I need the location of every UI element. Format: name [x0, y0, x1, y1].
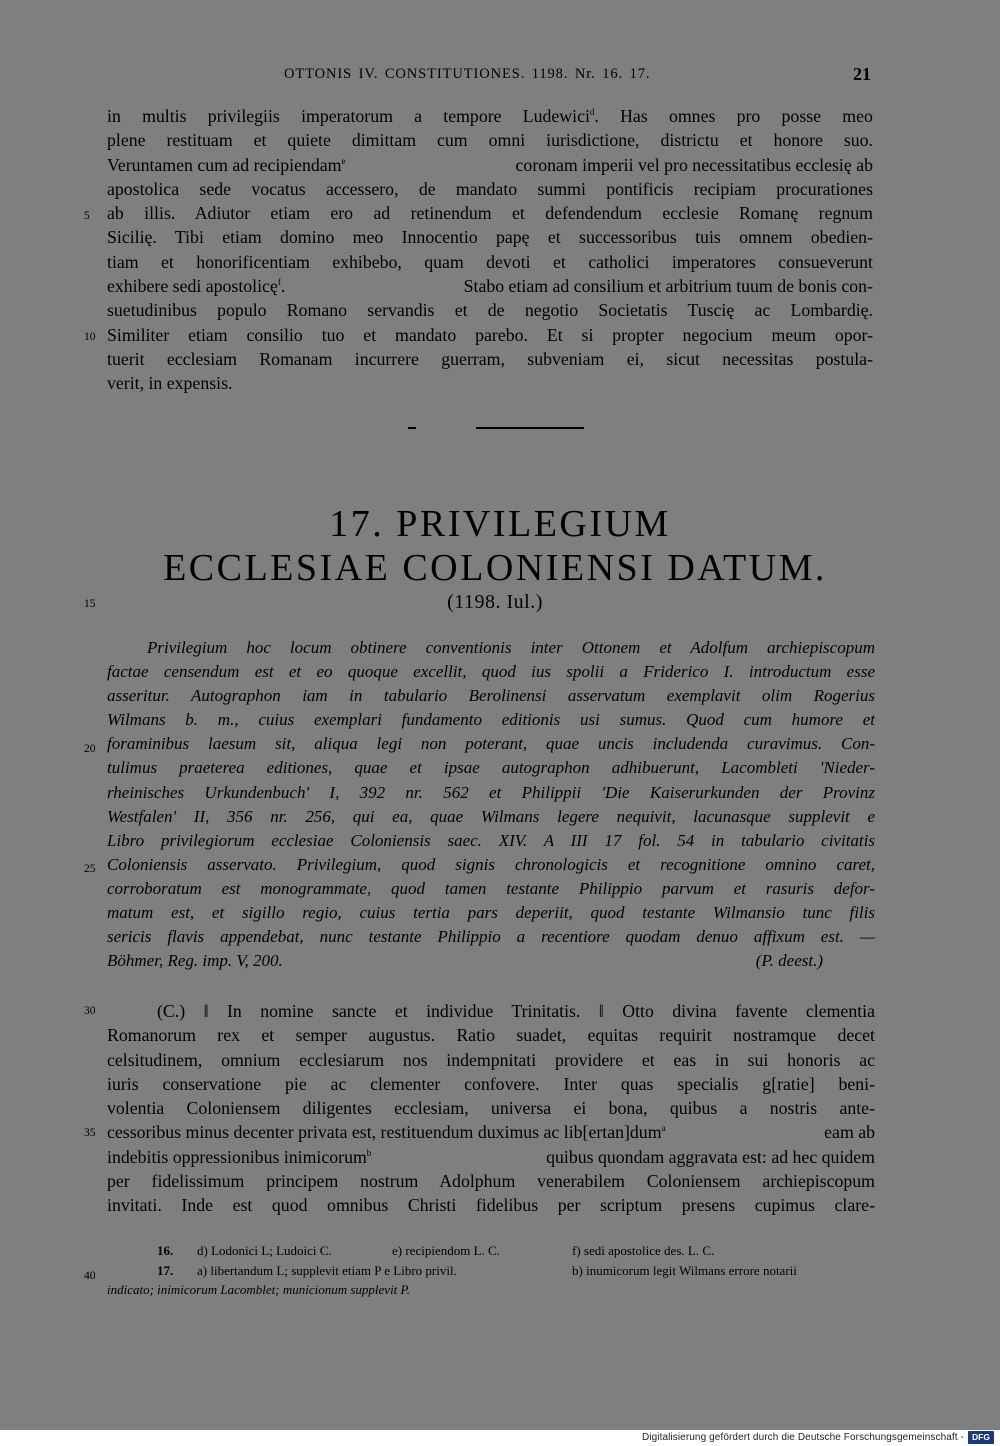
- text-line: verit, in expensis.: [107, 373, 233, 394]
- doc-line: volentia Coloniensem diligentes ecclesiam, universa ei bona, quibus a nostris ante-: [107, 1098, 875, 1119]
- margin-line-number: 15: [84, 598, 96, 610]
- text-line: tiam et honorificentiam exhibebo, quam devoti et catholici imperatores consueverunt: [107, 251, 873, 272]
- footnote-line: [107, 1261, 875, 1281]
- text-fragment: in: [107, 106, 121, 126]
- footnotes: [107, 1241, 875, 1300]
- doc-line: [107, 1120, 875, 1144]
- margin-line-number: 35: [84, 1127, 96, 1139]
- text-fragment: tempore: [443, 106, 502, 126]
- intro-line: Coloniensis asservato. Privilegium, quod signis chronologicis et recognitione omnino caret,: [107, 854, 875, 874]
- intro-line: factae censendum est et eo quoque excellit, quod ius spolii a Friderico I. introductum esse: [107, 662, 875, 682]
- text-line: Sicilię. Tibi etiam domino meo Innocentio papę et successoribus tuis omnem obedien-: [107, 227, 873, 248]
- margin-line-number: 10: [84, 331, 96, 343]
- text-fragment: exhibere sedi apostolicę$^f$.: [107, 276, 286, 297]
- text-fragment: Veruntamen cum ad recipiendam$^e$: [107, 154, 346, 175]
- text-fragment: privilegiis: [207, 106, 280, 126]
- footnote-line: [107, 1280, 875, 1300]
- text-line: ab illis. Adiutor etiam ero ad retinendum et defendendum ecclesie Romanę regnum: [107, 203, 873, 224]
- margin-line-number: 40: [84, 1270, 96, 1282]
- footnote-d: d) Lodonici L; Ludoici C.: [197, 1243, 332, 1258]
- text-line: Similiter etiam consilio tuo et mandato parebo. Et si propter negocium meum opor-: [107, 324, 873, 345]
- document-date: (1198. Iul.): [447, 591, 543, 613]
- text-fragment: posse: [781, 106, 822, 126]
- edition-reference: (P. deest.): [755, 951, 823, 971]
- text-line: [107, 104, 873, 128]
- footnote-mark: f: [277, 277, 281, 288]
- intro-line: rheinisches Urkundenbuch' I, 392 nr. 562 et Philippii 'Die Kaiserurkunden der Provinz: [107, 782, 875, 802]
- footnote-line: [107, 1241, 875, 1261]
- intro-line: [107, 949, 875, 973]
- running-head: OTTONIS IV. CONSTITUTIONES. 1198. Nr. 16. 17.: [284, 66, 651, 82]
- text-fragment: coronam imperii vel pro necessitatibus ecclesię ab: [515, 154, 873, 175]
- intro-line: sericis flavis appendebat, nunc testante Philippio a recentiore quodam denuo affixum est. —: [107, 927, 875, 947]
- doc-line: invitati. Inde est quod omnibus Christi fidelibus per scriptum presens cupimus clare-: [107, 1195, 875, 1216]
- footnote-mark: e: [341, 155, 346, 166]
- footnote-mark: a: [661, 1123, 666, 1134]
- intro-line: matum est, et sigillo regio, cuius tertia pars deperiit, quod testante Wilmansio tunc filis: [107, 903, 875, 923]
- text-fragment: cessoribus minus decenter privata est, restituendum duximus ac lib[ertan]dum$^a$: [107, 1122, 666, 1143]
- doc-line: celsitudinem, omnium ecclesiarum nos indempnitati providere et eas in sui honoris ac: [107, 1049, 875, 1070]
- doc-line: iuris conservatione pie ac clementer confovere. Inter quas specialis g[ratie] beni-: [107, 1073, 875, 1094]
- footnote-e: e) recipiendom L. C.: [392, 1243, 500, 1258]
- doc-line: per fidelissimum principem nostrum Adolphum venerabilem Coloniensem archiepiscopum: [107, 1171, 875, 1192]
- text-fragment: quibus quondam aggravata est: ad hec quidem: [546, 1146, 875, 1167]
- funding-notice: Digitalisierung gefördert durch die Deutsche Forschungsgemeinschaft -: [641, 1432, 964, 1443]
- intro-line: Westfalen' II, 356 nr. 256, qui ea, quae Wilmans legere nequivit, lacunasque supplevit e: [107, 806, 875, 826]
- document-title-line2: ECCLESIAE COLONIENSI DATUM.: [163, 547, 827, 589]
- footnote-number: 17.: [157, 1262, 174, 1278]
- margin-line-number: 5: [84, 210, 90, 222]
- text-line: plene restituam et quiete dimittam cum omni iurisdictione, districtu et honore suo.: [107, 130, 873, 151]
- text-line: apostolica sede vocatus accessero, de mandato summi pontificis recipiam procurationes: [107, 178, 873, 199]
- doc-line: [107, 1145, 875, 1169]
- footnote-b: b) inumicorum legit Wilmans errore notarii: [572, 1262, 797, 1278]
- intro-line: Wilmans b. m., cuius exemplari fundamento editionis usi sumus. Quod cum humore et: [107, 710, 875, 730]
- document-text: [107, 999, 875, 1218]
- intro-line: tulimus praeterea editiones, quae et ipsae autographon adhibuerunt, Lacombleti 'Nieder-: [107, 758, 875, 778]
- divider-dash: [408, 427, 416, 429]
- margin-line-number: 20: [84, 743, 96, 755]
- text-fragment: multis: [142, 106, 187, 126]
- text-fragment: pro: [736, 106, 761, 126]
- text-fragment: meo: [842, 106, 873, 126]
- intro-line: corroboratum est monogrammate, quod tamen testante Philippio parvum et rasuris defor-: [107, 878, 875, 898]
- text-fragment: omnes: [668, 106, 716, 126]
- text-fragment: eam ab: [824, 1122, 875, 1143]
- intro-line: foraminibus laesum sit, aliqua legi non poterant, quae uncis includenda curavimus. Con-: [107, 734, 875, 754]
- regest-reference: Böhmer, Reg. imp. V, 200.: [107, 951, 283, 971]
- section-divider: [408, 427, 584, 429]
- section-16-text: [107, 104, 873, 396]
- text-fragment: Has: [620, 106, 648, 126]
- margin-line-number: 25: [84, 863, 96, 875]
- text-fragment: Ludewici$^d$.: [522, 106, 599, 126]
- document-title: 17. PRIVILEGIUM: [329, 503, 671, 545]
- intro-line: Privilegium hoc locum obtinere conventionis inter Ottonem et Adolfum archiepiscopum: [147, 638, 875, 657]
- intro-line: asseritur. Autographon iam in tabulario Berolinensi asservatum exemplavit olim Rogerius: [107, 686, 875, 706]
- margin-line-number: 30: [84, 1005, 96, 1017]
- footnote-a: a) libertandum L; supplevit etiam P e Libro privil.: [197, 1262, 457, 1278]
- digitization-footer: [0, 1430, 1000, 1446]
- page-number: 21: [853, 64, 871, 84]
- footnote-f: f) sedi apostolice des. L. C.: [572, 1243, 715, 1258]
- text-line: suetudinibus populo Romano servandis et de negotio Societatis Tuscię ac Lombardię.: [107, 300, 873, 321]
- text-fragment: Stabo etiam ad consilium et arbitrium tuum de bonis con-: [463, 276, 873, 297]
- text-fragment: imperatorum: [301, 106, 393, 126]
- footnote-mark: d: [589, 107, 595, 117]
- text-line: tuerit ecclesiam Romanam incurrere guerram, subveniam ei, sicut necessitas postula-: [107, 348, 873, 369]
- footnote-b-continued: indicato; inimicorum Lacomblet; municionum supplevit P.: [107, 1282, 411, 1297]
- footnote-number: 16.: [157, 1243, 174, 1258]
- doc-line: Romanorum rex et semper augustus. Ratio suadet, equitas requirit nostramque decet: [107, 1025, 875, 1046]
- dfg-logo: DFG: [968, 1431, 994, 1444]
- divider-rule: [476, 427, 584, 429]
- doc-line: (C.) ‖ In nomine sancte et individue Trinitatis. ‖ Otto divina favente clementia: [157, 1001, 875, 1021]
- text-fragment: a: [414, 106, 423, 126]
- text-line: [107, 274, 873, 298]
- text-fragment: indebitis oppressionibus inimicorum$^b$: [107, 1146, 372, 1167]
- footnote-mark: b: [366, 1147, 372, 1158]
- text-line: [107, 153, 873, 177]
- editorial-introduction: [107, 636, 875, 973]
- intro-line: Libro privilegiorum ecclesiae Coloniensis saec. XIV. A III 17 fol. 54 in tabulario civitatis: [107, 830, 875, 850]
